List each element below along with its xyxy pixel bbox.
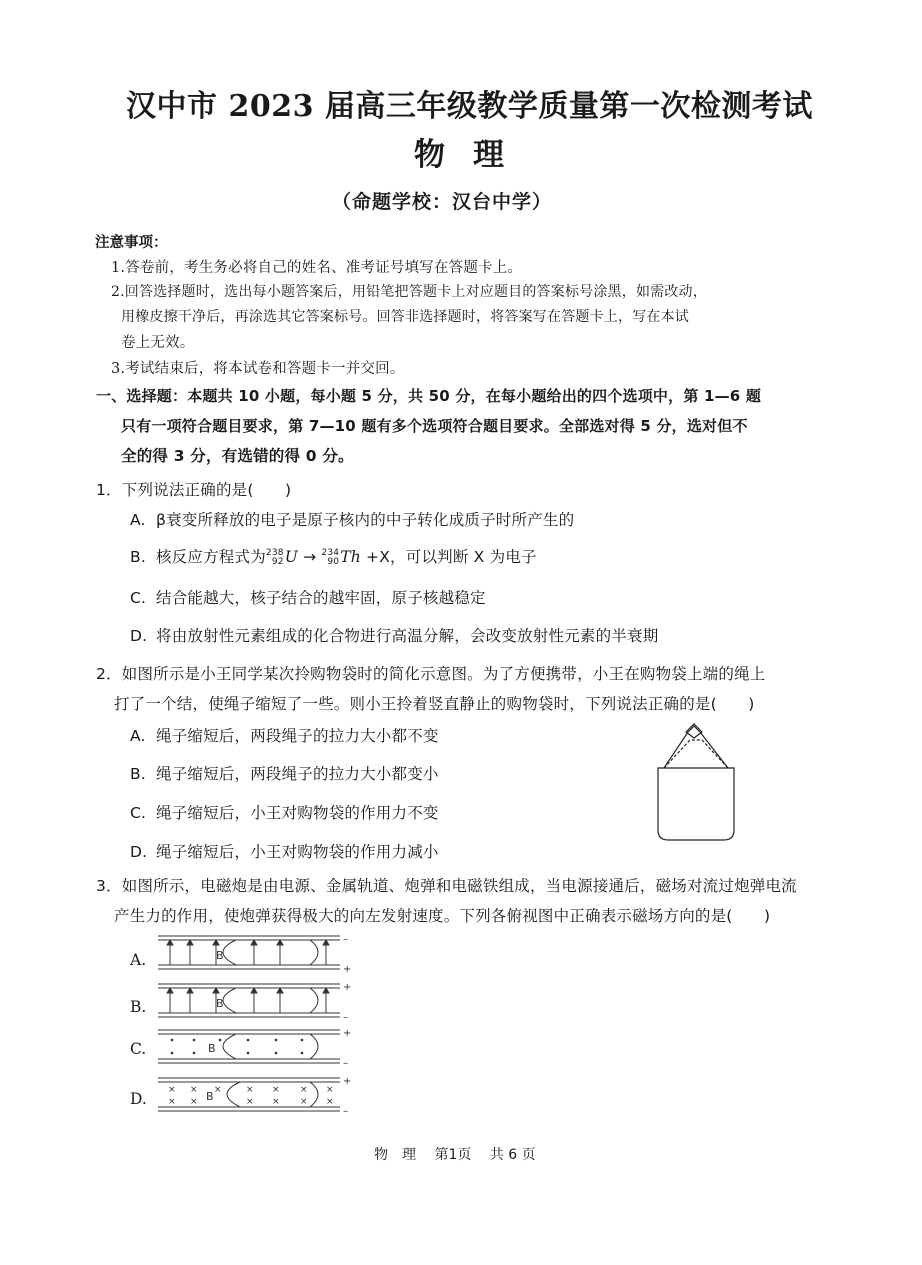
note-item-2-line-2: 用橡皮擦干净后，再涂选其它答案标号。回答非选择题时，将答案写在答题卡上，写在本试 [121,309,689,325]
svg-text:×: × [214,1085,222,1095]
minus-b: – [343,1012,348,1023]
shopping-bag-figure [650,722,742,844]
svg-text:×: × [300,1097,308,1107]
q1-option-c-text: 结合能越大，核子结合的越牢固，原子核越稳定 [156,589,486,607]
projectile-d [227,1082,240,1107]
notes-heading: 注意事项： [95,235,168,251]
note-item-2-line-1: 2.回答选择题时，选出每小题答案后，用铅笔把答题卡上对应题目的答案标号涂黑，如需改动， [111,284,707,300]
reaction-arrow: → [297,548,322,566]
uranium-nuclide-numbers [266,549,284,567]
svg-text:×: × [326,1097,334,1107]
q2-option-c-letter: C. [130,804,147,822]
q1-option-b-letter: B. [130,548,146,566]
q1-option-b [130,545,537,567]
uranium-mass-number: 238 [265,547,284,558]
field-label-c: B [208,1042,216,1055]
thorium-mass-number: 234 [321,547,340,558]
q2-option-d-letter: D. [130,843,148,861]
q3-figure-c [150,1026,355,1070]
q3-stem-line-1: 3．如图所示，电磁炮是由电源、金属轨道、炮弹和电磁铁组成，当电源接通后，磁场对流过炮弹电流 [96,877,797,895]
svg-text:×: × [246,1085,254,1095]
q2-stem-line-2: 打了一个结，使绳子缩短了一些。则小王拎着竖直静止的购物袋时，下列说法正确的是( ) [114,695,755,713]
q3-option-b-letter: B. [130,998,147,1016]
exam-title: 汉中市 2023 届高三年级教学质量第一次检测考试 [126,89,813,124]
bag-rope-outer [664,726,728,768]
q2-option-b-letter: B. [130,765,146,783]
svg-text:×: × [246,1097,254,1107]
bag-body [658,768,734,840]
field-label-b: B [216,997,224,1010]
q1-option-d [130,624,658,646]
q3-figure-a [150,932,355,976]
uranium-atomic-number: 92 [271,556,284,567]
q2-option-d [130,840,439,862]
minus-c: – [343,1058,348,1069]
q1-option-a-letter: A. [130,511,146,529]
thorium-nuclide-numbers [321,549,339,567]
section-1-line-3: 全的得 3 分，有选错的得 0 分。 [121,447,354,465]
minus-d: – [343,1106,348,1117]
plus-a: + [343,964,352,975]
page-footer: 物 理 第1页 共 6 页 [374,1147,536,1163]
svg-text:×: × [272,1097,280,1107]
q1-option-a [130,508,574,530]
q3-figure-d [150,1074,355,1118]
note-item-3: 3.考试结束后，将本试卷和答题卡一并交回。 [111,361,405,377]
q2-option-a-text: 绳子缩短后，两段绳子的拉力大小都不变 [156,727,439,745]
plus-d: + [343,1076,352,1087]
q3-option-d-letter: D. [130,1090,147,1108]
minus-a: – [343,934,348,945]
projectile-a [223,940,236,965]
q1-stem: 1．下列说法正确的是( ) [96,481,292,499]
q1-option-b-suffix: +X，可以判断 X 为电子 [360,548,537,566]
q2-option-b-text: 绳子缩短后，两段绳子的拉力大小都变小 [156,765,439,783]
q1-option-d-letter: D. [130,627,148,645]
plus-c: + [343,1028,352,1039]
q1-option-c-letter: C. [130,589,147,607]
svg-text:×: × [300,1085,308,1095]
svg-text:×: × [326,1085,334,1095]
q3-figure-b [150,980,355,1024]
q2-option-b [130,762,439,784]
q2-stem-line-1: 2．如图所示是小王同学某次拎购物袋时的简化示意图。为了方便携带，小王在购物袋上端的绳上 [96,665,766,683]
q1-option-d-text: 将由放射性元素组成的化合物进行高温分解，会改变放射性元素的半衰期 [156,627,659,645]
uranium-symbol: U [284,548,298,566]
q2-option-c [130,801,439,823]
projectile-b [223,988,236,1013]
svg-text:×: × [272,1085,280,1095]
school-label: （命题学校：汉台中学） [332,191,553,213]
projectile-c [223,1034,236,1059]
q1-option-b-prefix: 核反应方程式为 [156,548,266,566]
q2-option-a [130,724,439,746]
subject-title: 物理 [414,137,532,173]
q2-option-a-letter: A. [130,727,146,745]
section-1-line-1: 一、选择题：本题共 10 小题，每小题 5 分，共 50 分，在每小题给出的四个选项中，第 1—6 题 [96,387,762,405]
field-label-a: B [216,949,224,962]
svg-text:×: × [168,1085,176,1095]
thorium-atomic-number: 90 [327,556,340,567]
section-1-line-2: 只有一项符合题目要求，第 7—10 题有多个选项符合题目要求。全部选对得 5 分，选对但不 [121,417,748,435]
note-item-1: 1.答卷前，考生务必将自己的姓名、准考证号填写在答题卡上。 [111,260,523,276]
thorium-symbol: Th [340,548,361,566]
svg-text:×: × [190,1097,198,1107]
q2-option-d-text: 绳子缩短后，小王对购物袋的作用力减小 [156,843,439,861]
plus-b: + [343,982,352,993]
q2-option-c-text: 绳子缩短后，小王对购物袋的作用力不变 [156,804,439,822]
q1-option-c [130,586,486,608]
svg-text:×: × [190,1085,198,1095]
field-label-d: B [206,1090,214,1103]
q1-option-a-text: β衰变所释放的电子是原子核内的中子转化成质子时所产生的 [156,511,575,529]
svg-text:×: × [168,1097,176,1107]
note-item-2-line-3: 卷上无效。 [121,335,195,351]
q3-option-c-letter: C. [130,1040,147,1058]
q3-option-a-letter: A. [130,951,147,969]
q3-stem-line-2: 产生力的作用，使炮弹获得极大的向左发射速度。下列各俯视图中正确表示磁场方向的是( ) [114,907,771,925]
